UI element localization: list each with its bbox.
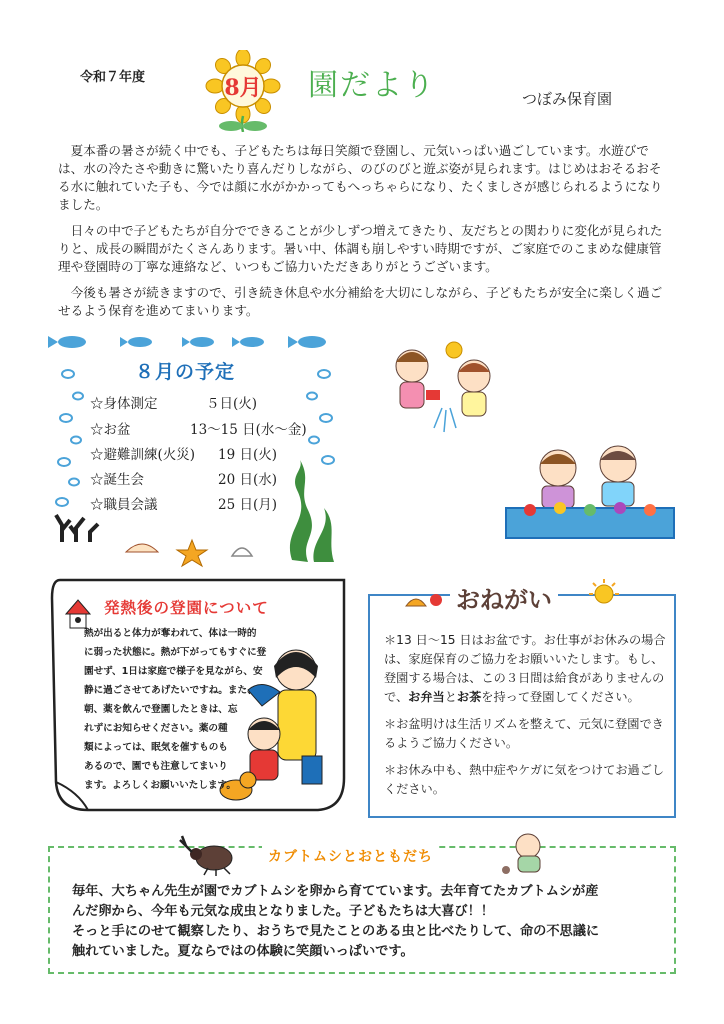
schedule-item bbox=[90, 392, 257, 412]
schedule-event: ☆身体測定 bbox=[90, 396, 158, 412]
fever-line: 静に過ごさせてあげたいですね。また、 bbox=[84, 685, 257, 696]
clam-icon bbox=[232, 548, 252, 556]
beetle-line: 毎年、大ちゃん先生が園でカブトムシを卵から育てています。去年育てたカブトムシが産 bbox=[72, 884, 599, 899]
schedule-title: ８月の予定 bbox=[135, 361, 236, 383]
beetle-line: そっと手にのせて観察したり、おうちで見たことのある虫と比べたりして、命の不思議に bbox=[72, 924, 600, 939]
schedule-event: ☆誕生会 bbox=[90, 472, 144, 488]
fever-line: に弱った状態に。熱が下がってもすぐに登 bbox=[84, 647, 267, 658]
tea-emphasis: お茶 bbox=[456, 690, 482, 704]
request-item-rhythm: ＊お盆明けは生活リズムを整えて、元気に登園できるようご協力ください。 bbox=[384, 717, 664, 750]
beetle-title: カブトムシとおともだち bbox=[262, 846, 439, 866]
fiscal-year: 令和７年度 bbox=[80, 70, 146, 85]
request-body bbox=[384, 631, 666, 807]
beetle-body bbox=[72, 882, 666, 962]
beetle-line: んだ卵から、今年も元気な成虫となりました。子どもたちは大喜び！！ bbox=[72, 904, 494, 919]
intro-text bbox=[58, 142, 666, 328]
kids-pool-illustration bbox=[500, 440, 680, 545]
request-title: おねがい bbox=[450, 580, 558, 615]
sun-icon bbox=[584, 578, 624, 612]
seaweed-icon bbox=[290, 460, 334, 562]
coral-icon bbox=[56, 515, 98, 542]
bento-emphasis: お弁当 bbox=[408, 690, 445, 704]
intro-paragraph: 夏本番の暑さが続く中でも、子どもたちは毎日笑顔で登園し、元気いっぱい過ごしています。水遊びでは、水の冷たさや動きに驚いたり喜んだりしながら、のびのびと遊ぶ姿が見られます。はじめはおそるおそる水に触れていた子も、今では顔に水がかかってもへっちゃらになり、たくましさが感じられるようになりました。 bbox=[58, 143, 663, 212]
schedule-item bbox=[90, 418, 307, 438]
schedule-date: 19 日(火) bbox=[218, 447, 278, 463]
fever-line: 熱が出ると体力が奪われて、体は一時的 bbox=[84, 628, 257, 639]
fever-line: 朝、薬を飲んで登園したときは、忘 bbox=[84, 704, 238, 715]
beetle-icon bbox=[178, 832, 240, 876]
intro-paragraph: 日々の中で子どもたちが自分でできることが少しずつ増えてきたり、友だちとの関わりに変化が見られたりと、成長の瞬間がたくさんあります。暑い中、体調も崩しやすい時期ですが、ご家庭でのこまめな健康管理や登園時の丁寧な連絡など、いつもご協力いただきありがとうございます。 bbox=[58, 223, 663, 274]
newsletter-title: 園だより bbox=[308, 68, 436, 103]
month-badge: 8月 bbox=[224, 75, 262, 101]
starfish-icon bbox=[177, 540, 207, 566]
schedule-event: ☆お盆 bbox=[90, 422, 131, 438]
request-item-health: ＊お休み中も、熱中症やケガに気をつけてお過ごしください。 bbox=[384, 763, 665, 796]
schedule-date: ５日(火) bbox=[206, 396, 258, 412]
fever-line: あるので、園でも注意してまいり bbox=[84, 761, 228, 772]
schedule-event: ☆避難訓練(火災) bbox=[90, 447, 196, 463]
schedule-item bbox=[90, 493, 277, 513]
fish-icon bbox=[48, 336, 326, 348]
school-name: つぼみ保育園 bbox=[522, 90, 613, 108]
intro-paragraph: 今後も暑さが続きますので、引き続き休息や水分補給を大切にしながら、子どもたちが安全に楽しく過ごせるよう保育を進めてまいります。 bbox=[58, 285, 663, 318]
fever-line: 園せず、1日は家庭で様子を見ながら、安 bbox=[84, 666, 263, 677]
fever-line: ます。よろしくお願いいたします。 bbox=[84, 780, 236, 791]
beetle-line: 触れていました。夏ならではの体験に笑顔いっぱいです。 bbox=[72, 944, 414, 959]
schedule-date: 25 日(月) bbox=[218, 497, 278, 513]
request-item-obon: ＊13 日～15 日はお盆です。お仕事がお休みの場合は、家庭保育のご協力をお願いいたします。もし、登園する場合は、この３日間は給食がありませんので、お弁当とお茶を持って登園してください。 bbox=[384, 633, 666, 704]
fever-line: れずにお知らせください。薬の種 bbox=[84, 723, 228, 734]
baby-icon bbox=[496, 830, 556, 878]
schedule-item bbox=[90, 443, 277, 463]
sea-creatures-icon bbox=[402, 584, 446, 614]
shell-icon bbox=[126, 544, 158, 552]
schedule-date: 20 日(水) bbox=[218, 472, 278, 488]
schedule-item bbox=[90, 468, 277, 488]
schedule-event: ☆職員会議 bbox=[90, 497, 158, 513]
fever-note-title: 発熱後の登園について bbox=[104, 599, 269, 617]
sunflower-icon bbox=[205, 50, 281, 132]
fever-line: 類によっては、眠気を催すものも bbox=[84, 742, 228, 753]
schedule-date: 13～15 日(水～金) bbox=[190, 422, 307, 438]
kids-water-play-illustration bbox=[382, 332, 512, 442]
fever-note-body bbox=[84, 624, 284, 795]
